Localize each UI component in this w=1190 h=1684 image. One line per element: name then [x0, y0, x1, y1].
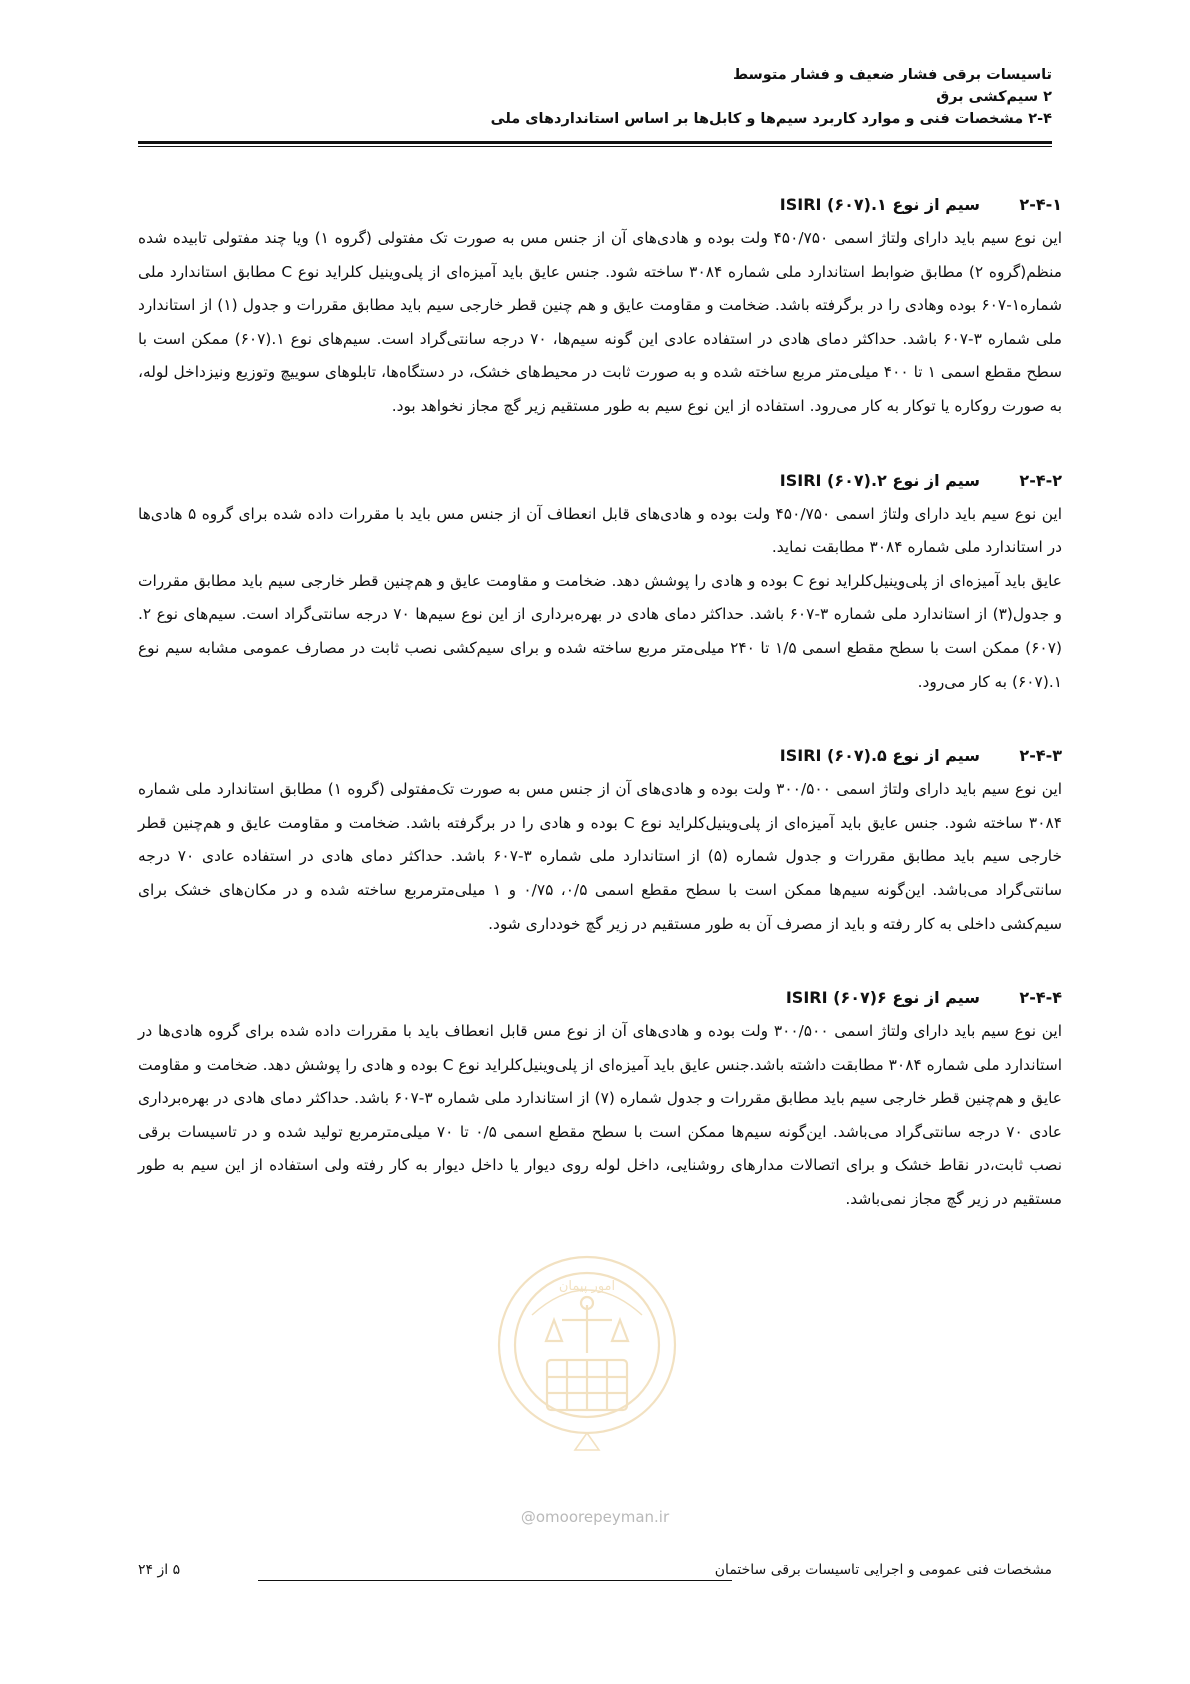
header-section: ۲-۴ مشخصات فنی و موارد کاربرد سیم‌ها و کابل‌ها بر اساس استانداردهای ملی: [490, 111, 1052, 127]
header-divider: [138, 141, 1052, 147]
section-number: ۲-۴-۲: [1019, 470, 1062, 490]
section-heading: [138, 739, 1062, 773]
section-heading: [138, 464, 1062, 498]
header-title: تاسیسات برقی فشار ضعیف و فشار متوسط: [732, 67, 1052, 83]
paragraph: این نوع سیم باید دارای ولتاژ اسمی ۳۰۰/۵۰۰ ولت بوده و هادی‌های آن از جنس مس به صورت تک‌مفتولی (گروه ۱) مطابق استاندارد ملی شماره ۳۰۸۴ ساخته شود. جنس عایق باید آمیزه‌ای از پلی‌وینیل‌کلراید نوع C بوده و هادی را در برگرفته باشد. ضخامت و مقاومت عایق و هم‌چنین قطر خارجی سیم باید مطابق مقررات و جدول شماره (۵) از استاندارد ملی شماره ۳-۶۰۷ باشد. حداکثر دمای هادی در استفاده عادی ۷۰ درجه سانتی‌گراد می‌باشد. این‌گونه سیم‌ها ممکن است با سطح مقطع اسمی ۰/۵، ۰/۷۵ و ۱ میلی‌مترمربع ساخته شده و در مکان‌های خشک برای سیم‌کشی داخلی به کار رفته و باید از مصرف آن به طور مستقیم در زیر گچ خودداری شود.: [138, 780, 1063, 933]
page-number: ۵ از ۲۴: [138, 1562, 181, 1578]
section-title: سیم از نوع ۲.(۶۰۷) ISIRI: [779, 470, 980, 490]
page-footer: [138, 1560, 1052, 1590]
section-heading: [138, 188, 1062, 222]
document-body: [138, 188, 1062, 1257]
paragraph: عایق باید آمیزه‌ای از پلی‌وینیل‌کلراید نوع C بوده و هادی را پوشش دهد. ضخامت و مقاومت عایق و هم‌چنین قطر خارجی سیم باید مطابق مقررات و جدول(۳) از استاندارد ملی شماره ۳-۶۰۷ باشد. حداکثر دمای هادی در بهره‌برداری از این نوع سیم‌ها ۷۰ درجه سانتی‌گراد است. سیم‌های نوع ۲.(۶۰۷) ممکن است با سطح مقطع اسمی ۱/۵ تا ۲۴۰ میلی‌متر مربع ساخته شده و برای سیم‌کشی نصب ثابت در مصارف عمومی مشابه سیم نوع ۱.(۶۰۷) به کار می‌رود.: [138, 571, 1062, 691]
section-heading: [138, 981, 1062, 1015]
section-number: ۲-۴-۱: [1019, 195, 1062, 214]
section-title: سیم از نوع ۶(۶۰۷) ISIRI: [785, 988, 980, 1008]
paragraph: این نوع سیم باید دارای ولتاژ اسمی ۴۵۰/۷۵۰ ولت بوده و هادی‌های آن از جنس مس به صورت تک مفتولی (گروه ۱) ویا چند مفتولی تابیده شده منظم(گروه ۲) مطابق ضوابط استاندارد ملی شماره ۳۰۸۴ ساخته شود. جنس عایق باید آمیزه‌ای از پلی‌وینیل کلراید نوع C مطابق استاندارد ملی شماره۱-۶۰۷ بوده وهادی را در برگرفته باشد. ضخامت و مقاومت عایق و هم چنین قطر خارجی سیم باید مطابق مقررات و جدول (۱) از استاندارد ملی شماره ۳-۶۰۷ باشد. حداکثر دمای هادی در استفاده عادی این گونه سیم‌ها، ۷۰ درجه سانتی‌گراد است. سیم‌های نوع ۱.(۶۰۷) ممکن است با سطح مقطع اسمی ۱ تا ۴۰۰ میلی‌متر مربع ساخته شده و به صورت ثابت در محیط‌های خشک، در دستگاه‌ها، تابلوهای سوییچ وتوزیع ونیزداخل لوله، به صورت روکاره یا توکار به کار می‌رود. استفاده از این نوع سیم به طور مستقیم زیر گچ مجاز نخواهد بود.: [138, 229, 1063, 415]
paragraph: این نوع سیم باید دارای ولتاژ اسمی ۴۵۰/۷۵۰ ولت بوده و هادی‌های قابل انعطاف آن از جنس مس باید با مقررات داده شده برای گروه ۵ هادی‌ها در استاندارد ملی شماره ۳۰۸۴ مطابقت نماید.: [138, 504, 1062, 557]
seal-text: امور پیمان: [558, 1279, 616, 1294]
watermark-url: @omoorepeyman.ir: [520, 1508, 670, 1526]
section-2-4-3: [138, 739, 1062, 941]
section-title: سیم از نوع ۱.(۶۰۷) ISIRI: [779, 195, 980, 214]
section-2-4-2: [138, 464, 1062, 700]
page-header: [138, 64, 1052, 130]
footer-divider: [258, 1580, 732, 1581]
seal-watermark-icon: [492, 1245, 682, 1460]
section-2-4-4: [138, 981, 1062, 1217]
section-number: ۲-۴-۴: [1019, 988, 1062, 1008]
header-chapter: ۲ سیم‌کشی برق: [936, 89, 1052, 105]
section-title: سیم از نوع ۵.(۶۰۷) ISIRI: [779, 746, 980, 766]
section-2-4-1: [138, 188, 1062, 424]
paragraph: این نوع سیم باید دارای ولتاژ اسمی ۳۰۰/۵۰۰ ولت بوده و هادی‌های آن از نوع مس قابل انعطاف باید با مقررات داده شده برای گروه هادی‌ها در استاندارد ملی شماره ۳۰۸۴ مطابقت داشته باشد.جنس عایق باید آمیزه‌ای از پلی‌وینیل‌کلراید نوع C بوده و هادی را پوشش دهد. ضخامت و مقاومت عایق و هم‌چنین قطر خارجی سیم باید مطابق مقررات و جدول شماره (۷) از استاندارد ملی شماره ۳-۶۰۷ باشد. حداکثر دمای هادی در بهره‌برداری عادی ۷۰ درجه سانتی‌گراد می‌باشد. این‌گونه سیم‌ها ممکن است با سطح مقطع اسمی ۰/۵ تا ۷۰ میلی‌مترمربع تولید شده و در تاسیسات برقی نصب ثابت،در نقاط خشک و برای اتصالات مدارهای روشنایی، داخل لوله روی دیوار یا داخل دیوار به کار رفته ولی استفاده از این سیم به طور مستقیم در زیر گچ مجاز نمی‌باشد.: [138, 1022, 1062, 1209]
section-number: ۲-۴-۳: [1019, 746, 1062, 766]
footer-document-title: مشخصات فنی عمومی و اجرایی تاسیسات برقی ساختمان: [714, 1562, 1052, 1578]
